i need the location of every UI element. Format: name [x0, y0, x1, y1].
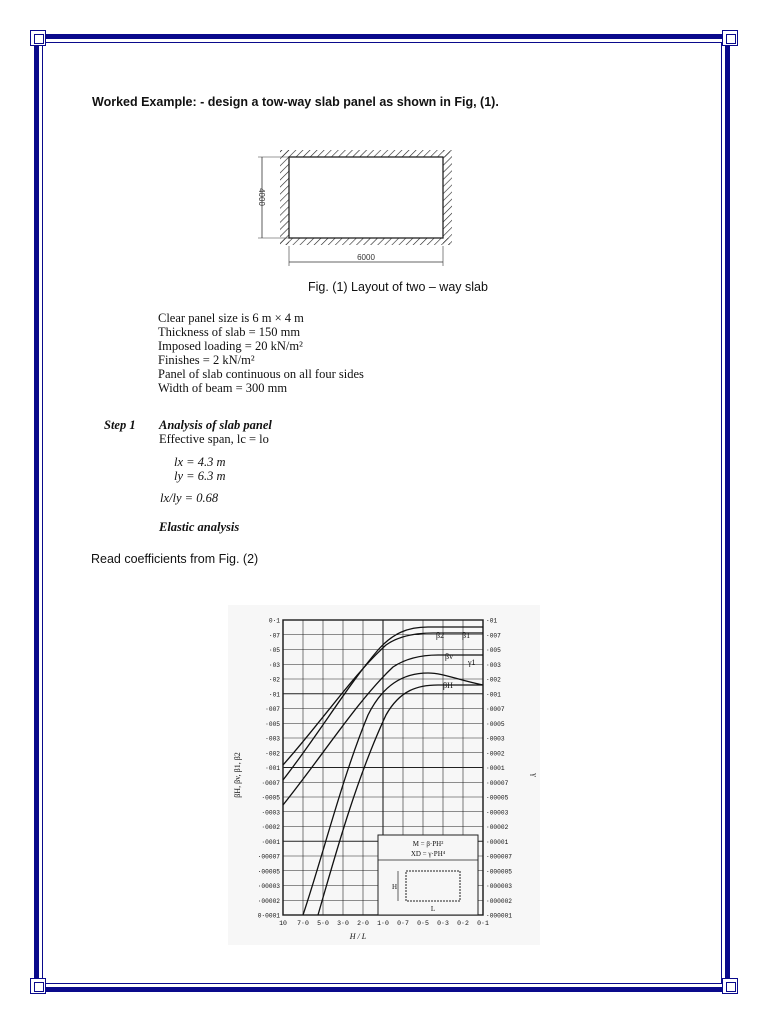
- ratio-line: lx/ly = 0.68: [160, 491, 219, 505]
- inset-l-label: L: [430, 905, 436, 913]
- right-tick-label: ·0001: [486, 765, 505, 772]
- left-tick-label: ·00002: [257, 897, 280, 905]
- curve-label: γ1: [468, 658, 476, 667]
- bottom-tick-label: 0·5: [417, 920, 429, 927]
- slab-specifications: [158, 311, 364, 395]
- formula-deflection: XD = γ·PH⁴: [410, 850, 446, 858]
- curve-label: β2: [436, 631, 445, 640]
- right-axis-label: γ: [530, 773, 539, 777]
- figure-1-caption: Fig. (1) Layout of two – way slab: [308, 280, 488, 294]
- bottom-tick-label: 7·0: [297, 920, 309, 927]
- bottom-tick-label: 0·3: [437, 920, 449, 927]
- step-title: Analysis of slab panel: [159, 418, 272, 432]
- left-tick-label: ·003: [265, 735, 280, 743]
- right-tick-label: ·01: [486, 617, 498, 625]
- right-tick-label: ·000003: [486, 883, 512, 890]
- left-tick-label: ·0003: [261, 809, 280, 817]
- left-tick-label: ·00003: [257, 883, 280, 890]
- top-support-hatch: [280, 150, 450, 157]
- bottom-tick-label: 0·2: [457, 920, 469, 927]
- right-tick-label: ·001: [486, 691, 501, 699]
- left-tick-label: ·02: [268, 676, 280, 684]
- right-tick-label: ·00001: [486, 838, 509, 846]
- bottom-tick-label: 3·0: [337, 920, 349, 927]
- left-tick-label: ·03: [268, 661, 280, 669]
- right-tick-label: ·007: [486, 632, 501, 640]
- bottom-tick-label: 0·7: [397, 920, 409, 927]
- bottom-tick-label: 1·0: [377, 920, 389, 927]
- bottom-tick-label: 5·0: [317, 920, 329, 927]
- step-label: Step 1: [104, 418, 136, 432]
- bottom-tick-label: 0·1: [477, 920, 489, 927]
- right-tick-label: ·000001: [486, 912, 512, 920]
- right-tick-label: ·00007: [486, 779, 509, 787]
- curve-label: β1: [462, 631, 471, 640]
- bottom-support-hatch: [280, 238, 450, 245]
- right-tick-label: ·00005: [486, 794, 509, 802]
- right-tick-label: ·002: [486, 676, 501, 684]
- right-tick-label: ·0005: [486, 720, 505, 728]
- left-tick-label: ·0001: [261, 838, 280, 846]
- effective-span-line: Effective span, lc = lo: [159, 432, 269, 446]
- x-axis-label: H / L: [349, 932, 367, 941]
- left-tick-label: ·0007: [261, 779, 280, 787]
- left-tick-label: ·007: [265, 706, 280, 713]
- border-corner-bottom-left: [30, 978, 46, 994]
- slab-panel: [289, 157, 443, 238]
- right-tick-label: ·000007: [486, 853, 512, 861]
- right-support-hatch: [443, 150, 452, 245]
- lx-line: lx = 4.3 m: [174, 455, 226, 469]
- right-tick-label: ·003: [486, 661, 501, 669]
- left-tick-label: ·002: [265, 750, 280, 758]
- curve-label: βv: [445, 652, 454, 661]
- curve-label: βH: [443, 681, 453, 690]
- right-tick-label: ·0007: [486, 706, 505, 713]
- height-dimension-label: 4000: [257, 188, 266, 206]
- right-tick-label: ·005: [486, 647, 501, 654]
- left-tick-label: 0·1: [268, 617, 280, 625]
- spec-line: Imposed loading = 20 kN/m²: [158, 339, 303, 353]
- left-axis-label: βH, βv, β1, β2: [233, 752, 242, 798]
- right-tick-label: ·00002: [486, 824, 509, 831]
- left-tick-label: ·07: [268, 632, 280, 640]
- left-support-hatch: [280, 150, 289, 245]
- ly-line: ly = 6.3 m: [174, 469, 226, 483]
- spec-line: Clear panel size is 6 m × 4 m: [158, 311, 304, 325]
- left-tick-label: ·0002: [261, 824, 280, 831]
- right-tick-label: ·0002: [486, 750, 505, 758]
- left-tick-label: ·00007: [257, 853, 280, 861]
- formula-moment: M = β·PH²: [412, 840, 444, 848]
- left-tick-label: ·0005: [261, 794, 280, 802]
- right-tick-label: ·00003: [486, 809, 509, 817]
- width-dimension-label: 6000: [357, 253, 375, 262]
- coefficient-chart-figure: [228, 605, 540, 945]
- left-tick-label: ·01: [268, 691, 280, 699]
- left-tick-label: ·00005: [257, 868, 280, 876]
- spec-line: Width of beam = 300 mm: [158, 381, 288, 395]
- border-corner-bottom-right: [722, 978, 738, 994]
- left-tick-label: ·001: [265, 765, 280, 772]
- elastic-analysis-label: Elastic analysis: [159, 520, 240, 534]
- right-tick-label: ·000005: [486, 868, 512, 876]
- left-tick-label: ·005: [265, 720, 280, 728]
- right-tick-label: ·0003: [486, 735, 505, 743]
- read-coefficients-line: Read coefficients from Fig. (2): [91, 552, 259, 566]
- left-tick-label: ·05: [268, 647, 280, 654]
- right-tick-label: ·000002: [486, 897, 512, 905]
- bottom-tick-label: 10: [279, 920, 287, 927]
- left-tick-label: 0·0001: [257, 912, 280, 920]
- bottom-tick-label: 2·0: [357, 920, 369, 927]
- spec-line: Finishes = 2 kN/m²: [158, 353, 255, 367]
- spec-line: Panel of slab continuous on all four sides: [158, 367, 364, 381]
- worked-example-heading: Worked Example: - design a tow-way slab panel as shown in Fig, (1).: [92, 95, 499, 109]
- inset-h-label: H: [392, 883, 398, 891]
- spec-line: Thickness of slab = 150 mm: [158, 325, 301, 339]
- slab-layout-figure: [0, 0, 768, 300]
